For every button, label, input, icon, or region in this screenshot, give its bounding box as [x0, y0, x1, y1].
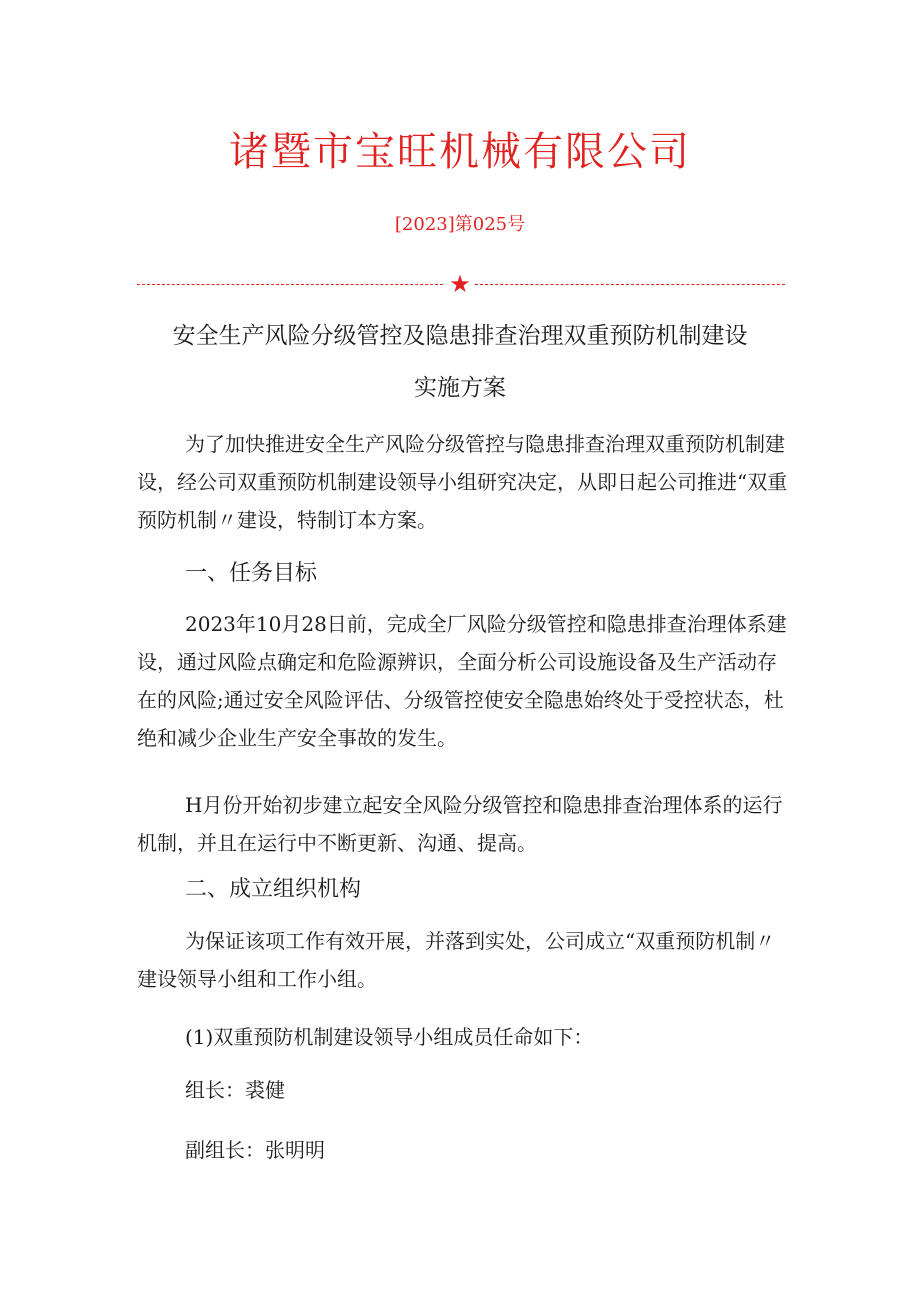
document-number: [2023]第025号 — [394, 214, 526, 235]
section-2-paragraph-1: 为保证该项工作有效开展，并落到实处，公司成立“双重预防机制〃建设领导小组和工作小组。 — [137, 929, 776, 991]
company-name: 诸暨市宝旺机械有限公司 — [229, 129, 691, 175]
divider-dash-left — [137, 284, 443, 285]
leadership-list-intro: (1)双重预防机制建设领导小组成员任命如下： — [185, 1025, 594, 1049]
section-1-heading: 一、任务目标 — [185, 561, 318, 586]
section-1-paragraph-2: H月份开始初步建立起安全风险分级管控和隐患排查治理体系的运行机制，并且在运行中不断更新、沟通、提高。 — [137, 793, 783, 855]
red-divider — [137, 270, 785, 298]
document-title-line2: 实施方案 — [414, 375, 506, 401]
star-icon: ★ — [449, 270, 471, 298]
group-leader: 组长：裘健 — [185, 1078, 285, 1102]
intro-paragraph: 为了加快推进安全生产风险分级管控与隐患排查治理双重预防机制建设，经公司双重预防机制建设领导小组研究决定，从即日起公司推进“双重预防机制〃建设，特制订本方案。 — [137, 432, 788, 532]
deputy-group-leader: 副组长：张明明 — [185, 1138, 325, 1162]
section-2-heading: 二、成立组织机构 — [185, 877, 362, 902]
divider-dash-right — [475, 284, 785, 285]
document-title-line1: 安全生产风险分级管控及隐患排查治理双重预防机制建设 — [172, 323, 748, 349]
section-1-paragraph-1: 2023年10月28日前，完成全厂风险分级管控和隐患排查治理体系建设，通过风险点确定和危险源辨识，全面分析公司设施设备及生产活动存在的风险;通过安全风险评估、分级管控使安全隐患始终处于受控状态，杜绝和减少企业生产安全事故的发生。 — [137, 612, 787, 750]
